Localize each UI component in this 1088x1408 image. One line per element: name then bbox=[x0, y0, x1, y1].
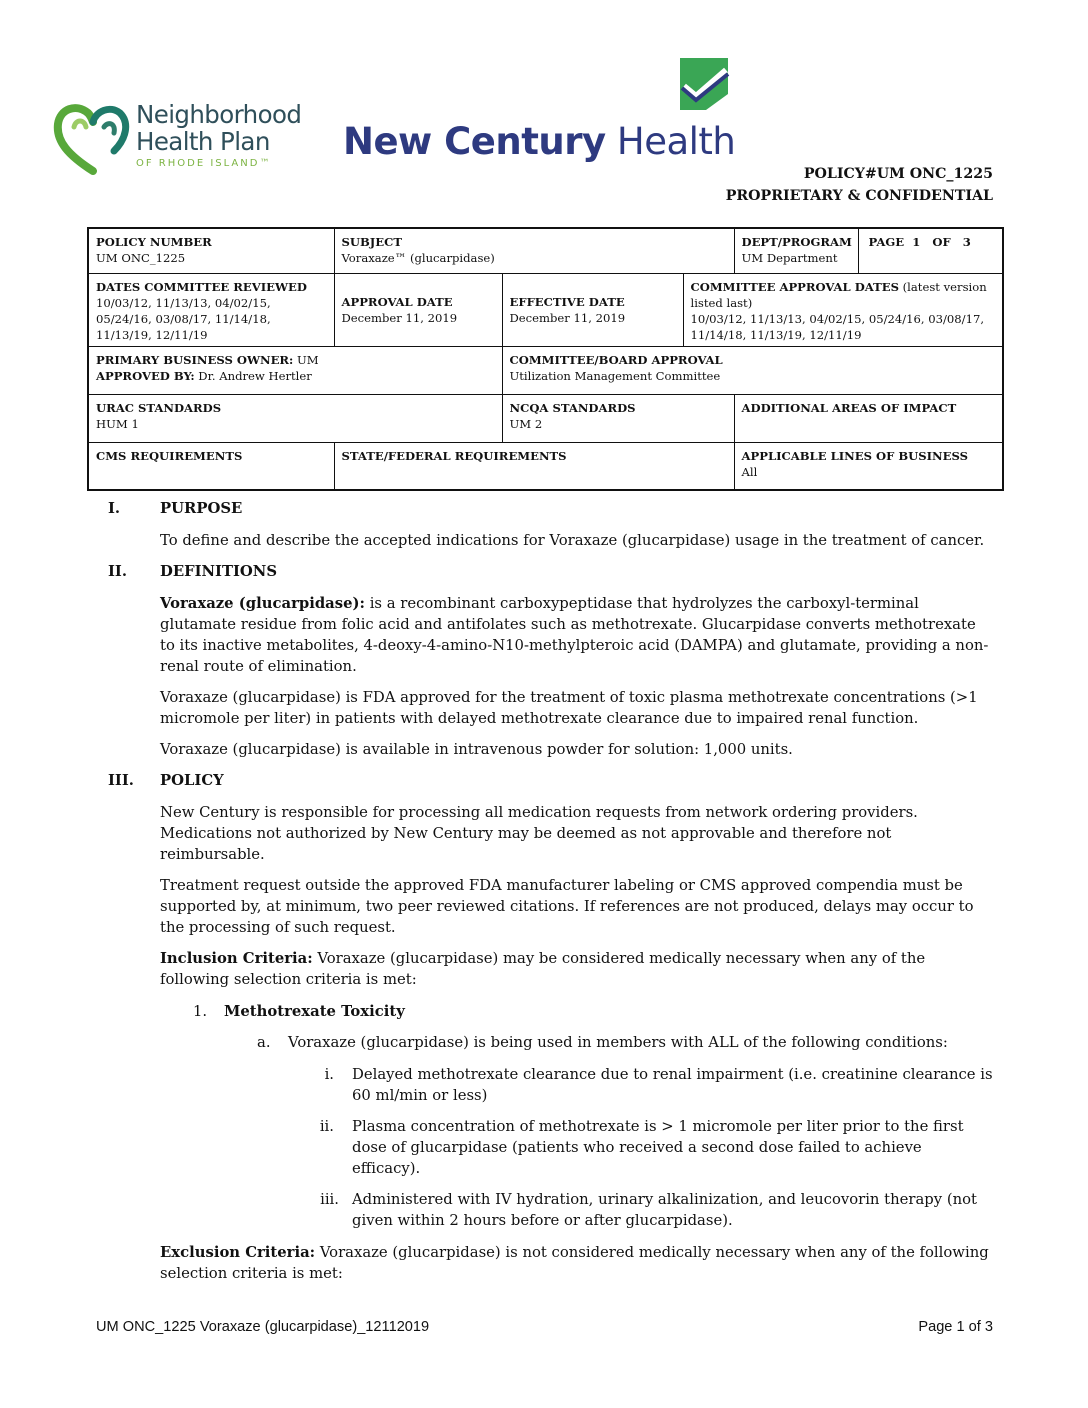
nhp-heart-icon bbox=[52, 97, 134, 179]
section-3-title: POLICY bbox=[160, 772, 224, 789]
committee-approval-dates: 10/03/12, 11/13/13, 04/02/15, 05/24/16, 03/08/17, 11/14/18, 11/13/19, 12/11/19 bbox=[690, 311, 985, 342]
section-1-number: I. bbox=[108, 500, 121, 517]
exclusion-text: Voraxaze (glucarpidase) is not considered medically necessary when any of the following selection criteria is met: bbox=[160, 1244, 989, 1282]
definition-paragraph bbox=[160, 593, 992, 677]
primary-owner-label: PRIMARY BUSINESS OWNER: bbox=[96, 352, 294, 367]
criterion-iii-text: Administered with IV hydration, urinary alkalinization, and leucovorin therapy (not given within 2 hours before or after glucarpidase). bbox=[352, 1191, 977, 1229]
approved-by-line bbox=[96, 368, 496, 384]
urac-cell bbox=[88, 394, 502, 442]
criterion-i-number: i. bbox=[324, 1066, 334, 1083]
policy-number-value: UM ONC_1225 bbox=[96, 251, 186, 265]
dates-reviewed-label: DATES COMMITTEE REVIEWED bbox=[96, 279, 307, 294]
committee-approval-heading bbox=[691, 280, 987, 310]
approved-by-label: APPROVED BY: bbox=[96, 368, 195, 383]
primary-owner-value: UM bbox=[293, 352, 319, 367]
additional-label: ADDITIONAL AREAS OF IMPACT bbox=[741, 400, 957, 415]
footer-page-number: Page 1 of 3 bbox=[918, 1319, 993, 1335]
committee-approval-label: COMMITTEE APPROVAL DATES bbox=[690, 279, 899, 294]
subject-value: Voraxaze™ (glucarpidase) bbox=[341, 251, 495, 265]
approval-date-label: APPROVAL DATE bbox=[341, 294, 453, 309]
inclusion-text: Voraxaze (glucarpidase) may be considered medically necessary when any of the following selection criteria is met: bbox=[160, 950, 926, 988]
page-label: PAGE 1 OF 3 bbox=[868, 235, 971, 249]
ncqa-value: UM 2 bbox=[509, 416, 543, 431]
nch-wordmark-bold: New Century bbox=[343, 120, 606, 163]
effective-date-value: December 11, 2019 bbox=[509, 310, 626, 325]
subject-label: SUBJECT bbox=[341, 235, 402, 249]
committee-approval-cell bbox=[683, 273, 1003, 346]
section-3-number: III. bbox=[108, 772, 134, 789]
approval-date-value: December 11, 2019 bbox=[341, 310, 458, 325]
cms-label: CMS REQUIREMENTS bbox=[96, 448, 243, 463]
fda-approval-paragraph: Voraxaze (glucarpidase) is FDA approved for the treatment of toxic plasma methotrexate concentrations (>1 micromole per liter) in patients with delayed methotrexate clearance due to impaired renal function. bbox=[160, 689, 978, 727]
section-2-number: II. bbox=[108, 563, 127, 580]
nhp-line-1: Neighborhood bbox=[136, 100, 302, 129]
policy-id: POLICY#UM ONC_1225 bbox=[803, 166, 993, 182]
confidential-label: PROPRIETARY & CONFIDENTIAL bbox=[725, 188, 993, 204]
nhp-line-3: OF RHODE ISLAND™ bbox=[136, 158, 272, 169]
cms-cell bbox=[88, 442, 334, 490]
criterion-i-text: Delayed methotrexate clearance due to renal impairment (i.e. creatinine clearance is 60 ml/min or less) bbox=[352, 1066, 993, 1104]
definition-text: is a recombinant carboxypeptidase that hydrolyzes the carboxyl-terminal glutamate residue from folic acid and antifolates such as methotrexate. Glucarpidase converts methotrexate to its inactive metabolites, 4-deoxy-4-amino-N10-methylpteroic acid (DAMPA) and glutamate, providing a non-renal route of elimination. bbox=[160, 595, 989, 675]
nhp-wordmark bbox=[136, 101, 301, 169]
lob-value: All bbox=[741, 464, 758, 479]
dept-value: UM Department bbox=[741, 251, 838, 265]
state-federal-label: STATE/FEDERAL REQUIREMENTS bbox=[341, 448, 567, 463]
nhp-line-2: Health Plan bbox=[136, 127, 270, 156]
urac-label: URAC STANDARDS bbox=[96, 400, 222, 415]
dates-reviewed-value: 10/03/12, 11/13/13, 04/02/15, 05/24/16, 03/08/17, 11/14/18, 11/13/19, 12/11/19 bbox=[96, 295, 271, 342]
policy-number-label: POLICY NUMBER bbox=[96, 235, 212, 249]
exclusion-label: Exclusion Criteria: bbox=[160, 1244, 316, 1261]
definition-term: Voraxaze (glucarpidase): bbox=[160, 595, 365, 612]
committee-board-value: Utilization Management Committee bbox=[509, 368, 721, 383]
additional-cell bbox=[734, 394, 1003, 442]
owner-cell bbox=[88, 346, 502, 394]
nch-wordmark-light: Health bbox=[605, 120, 736, 163]
availability-paragraph: Voraxaze (glucarpidase) is available in intravenous powder for solution: 1,000 units. bbox=[160, 741, 793, 758]
policy-info-table bbox=[87, 227, 1004, 491]
committee-board-cell bbox=[502, 346, 1003, 394]
checkmark-icon bbox=[676, 56, 732, 112]
exclusion-criteria bbox=[160, 1242, 992, 1284]
item-1-number: 1. bbox=[193, 1003, 208, 1020]
criterion-ii-number: ii. bbox=[319, 1118, 334, 1135]
dept-cell bbox=[734, 228, 858, 273]
urac-value: HUM 1 bbox=[96, 416, 139, 431]
state-federal-cell bbox=[334, 442, 734, 490]
footer-document-name: UM ONC_1225 Voraxaze (glucarpidase)_12112019 bbox=[96, 1319, 430, 1335]
item-1a-text: Voraxaze (glucarpidase) is being used in members with ALL of the following conditions: bbox=[288, 1034, 948, 1051]
item-1-title: Methotrexate Toxicity bbox=[224, 1003, 405, 1020]
subject-cell bbox=[334, 228, 734, 273]
section-2-title: DEFINITIONS bbox=[160, 563, 278, 580]
committee-board-label: COMMITTEE/BOARD APPROVAL bbox=[509, 352, 723, 367]
section-1-title: PURPOSE bbox=[160, 500, 243, 517]
policy-paragraph-1: New Century is responsible for processing all medication requests from network ordering providers. Medications not authorized by New Century may be deemed as not approvable and therefore not reimbursable. bbox=[160, 804, 918, 863]
page-cell bbox=[858, 228, 1003, 273]
criterion-ii-text: Plasma concentration of methotrexate is > 1 micromole per liter prior to the first dose of glucarpidase (patients who received a second dose failed to achieve efficacy). bbox=[352, 1118, 964, 1177]
policy-header bbox=[726, 163, 993, 207]
policy-paragraph-2: Treatment request outside the approved FDA manufacturer labeling or CMS approved compendia must be supported by, at minimum, two peer reviewed citations. If references are not produced, delays may occur to the processing of such request. bbox=[160, 877, 974, 936]
approval-date-cell bbox=[334, 273, 502, 346]
new-century-health-logo bbox=[343, 54, 743, 174]
effective-date-label: EFFECTIVE DATE bbox=[509, 294, 625, 309]
committee-approval-note: (latest version listed last) bbox=[690, 279, 987, 310]
inclusion-criteria bbox=[160, 948, 992, 990]
inclusion-label: Inclusion Criteria: bbox=[160, 950, 313, 967]
approved-by-value: Dr. Andrew Hertler bbox=[194, 368, 312, 383]
neighborhood-health-plan-logo bbox=[52, 97, 322, 179]
item-1a-letter: a. bbox=[257, 1034, 271, 1051]
effective-date-cell bbox=[502, 273, 683, 346]
criterion-iii-number: iii. bbox=[320, 1191, 339, 1208]
purpose-text: To define and describe the accepted indications for Voraxaze (glucarpidase) usage in the treatment of cancer. bbox=[160, 532, 985, 549]
lob-label: APPLICABLE LINES OF BUSINESS bbox=[741, 448, 968, 463]
ncqa-label: NCQA STANDARDS bbox=[509, 400, 636, 415]
dates-reviewed-cell bbox=[88, 273, 334, 346]
dept-label: DEPT/PROGRAM bbox=[741, 235, 852, 249]
primary-owner-line bbox=[96, 352, 496, 368]
lob-cell bbox=[734, 442, 1003, 490]
ncqa-cell bbox=[502, 394, 734, 442]
policy-number-cell bbox=[88, 228, 334, 273]
nch-wordmark bbox=[343, 120, 735, 163]
